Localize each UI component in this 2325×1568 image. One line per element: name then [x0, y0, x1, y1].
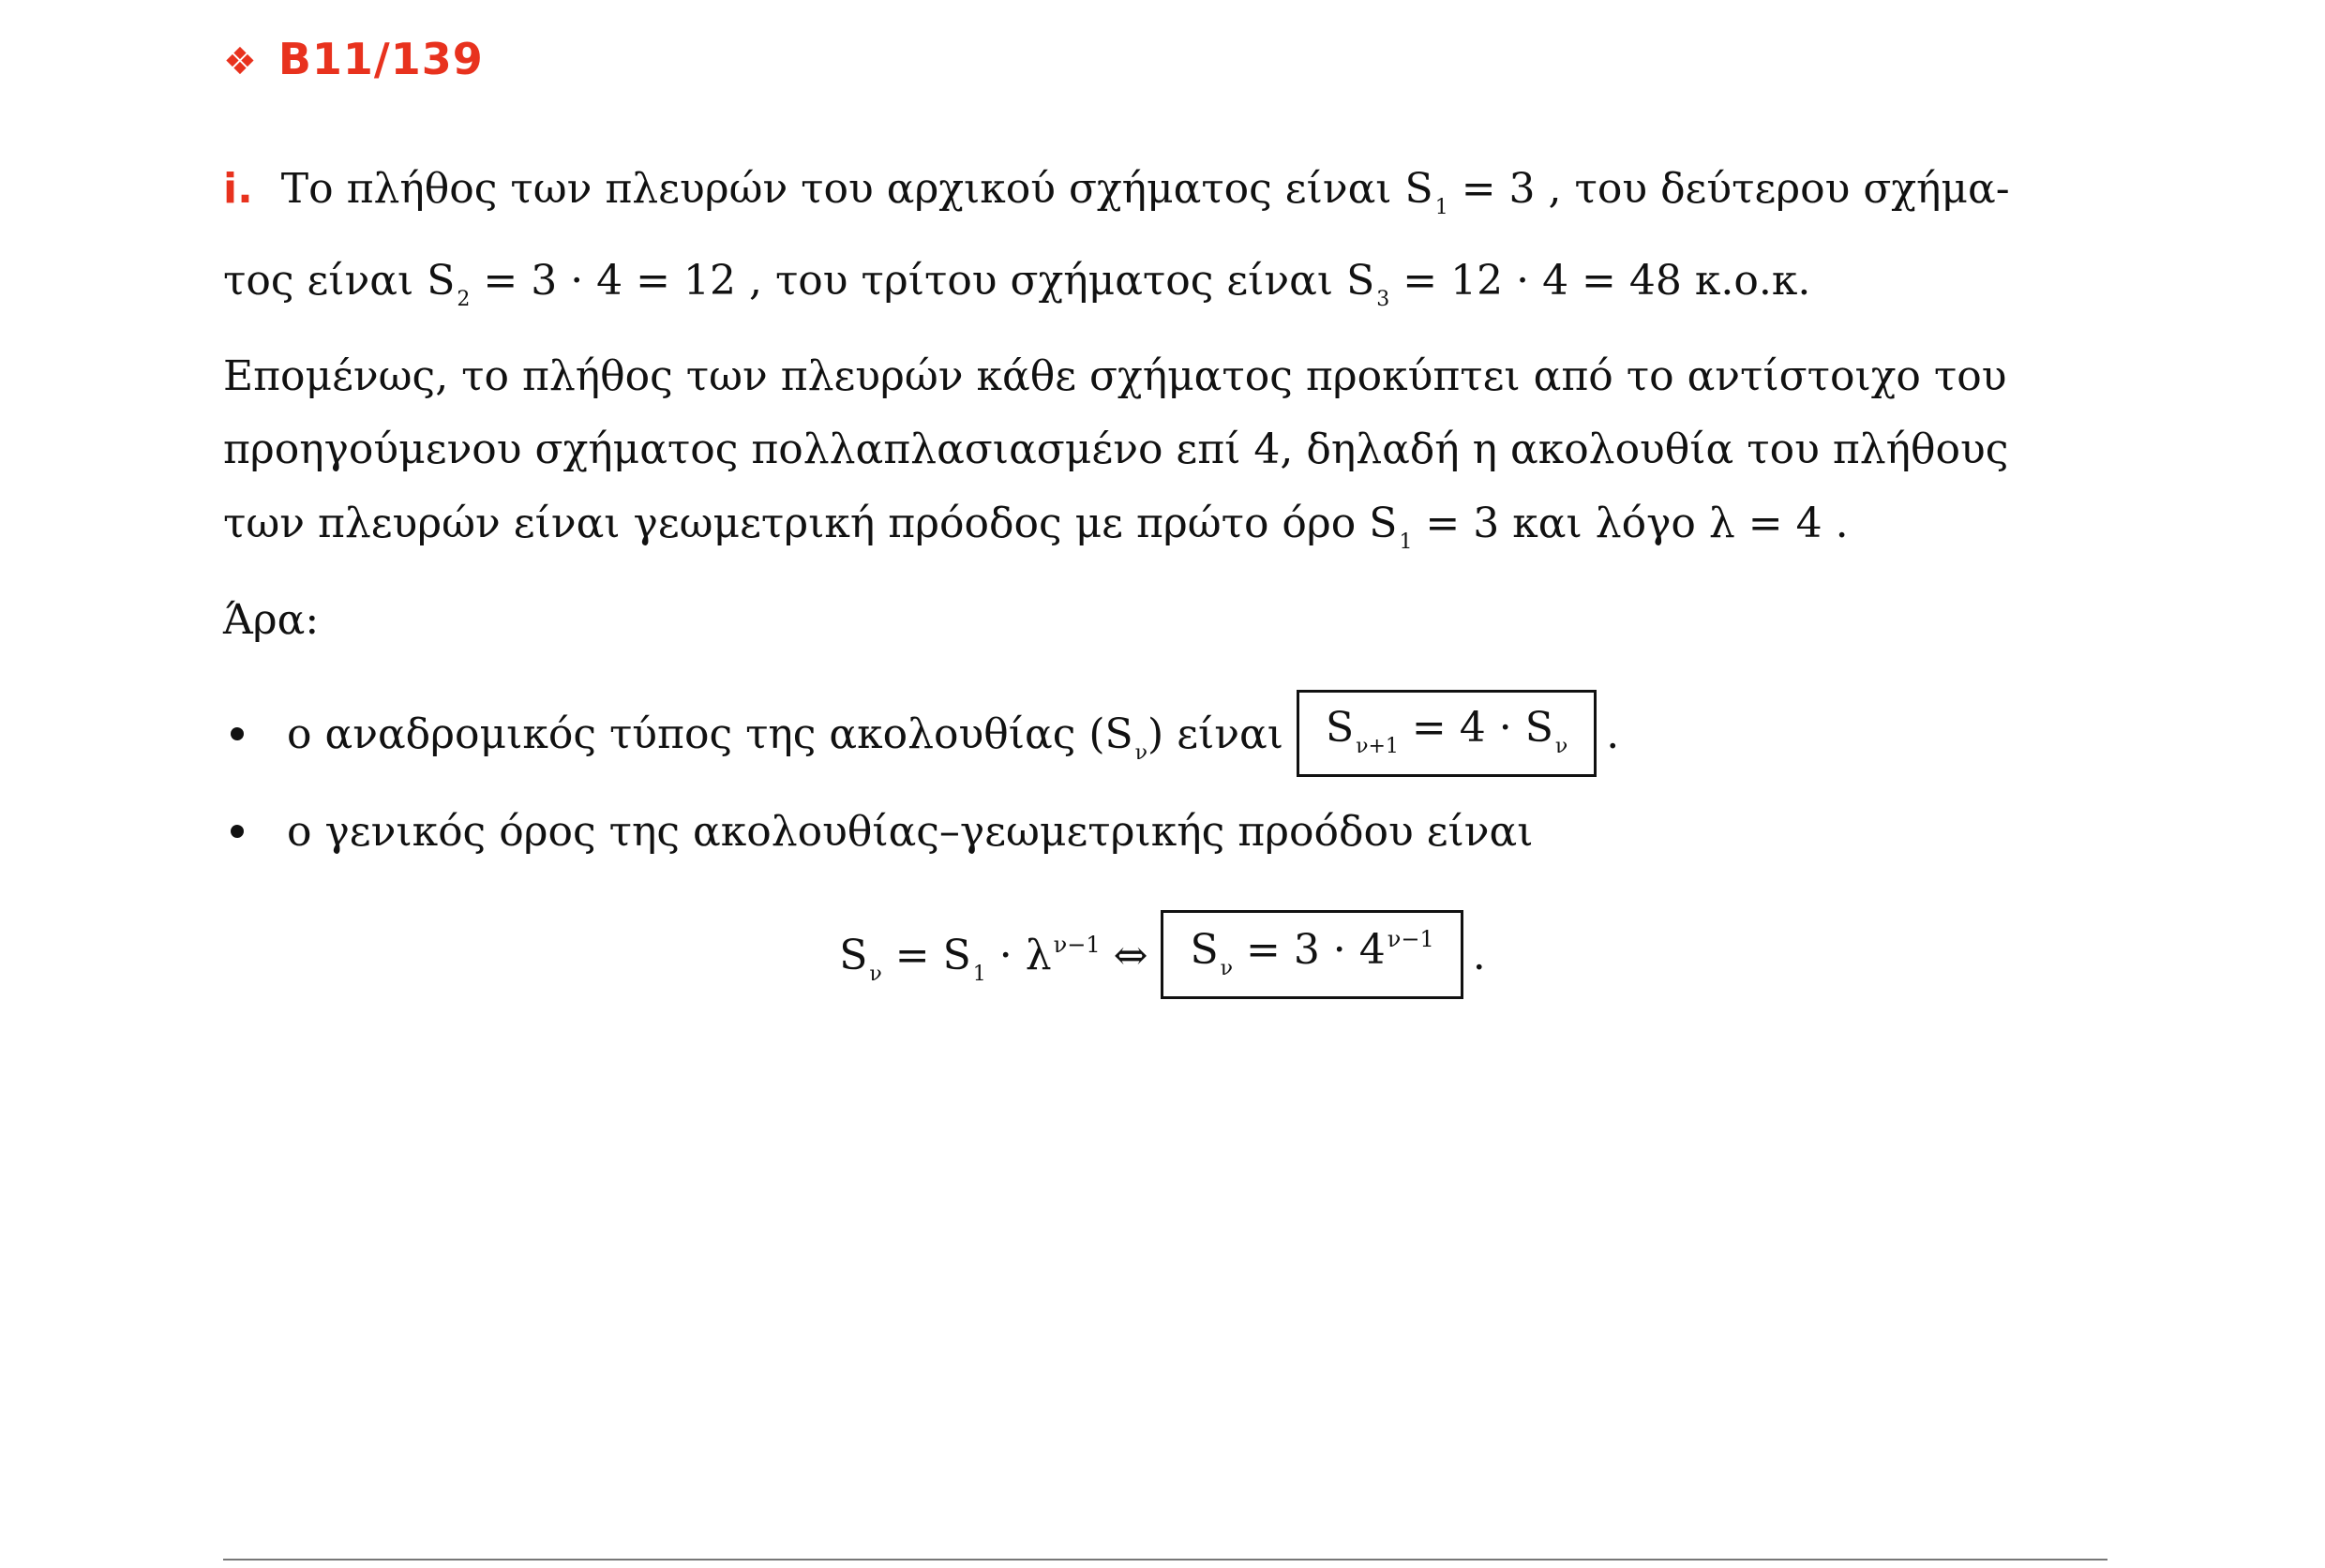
- part-i-line-2: [223, 257, 1811, 311]
- section-heading-label: B11/139: [278, 34, 484, 84]
- bullet-general-term: [223, 808, 1534, 856]
- general-term-formula: [0, 914, 2325, 1003]
- text-run: = 3 , του δεύτερου σχήμα-: [1448, 165, 2010, 213]
- text-run: =: [881, 932, 943, 979]
- text-run: ) είναι: [1148, 710, 1283, 758]
- math-symbol: S: [1346, 257, 1375, 305]
- math-subscript: ν: [1220, 957, 1233, 980]
- text-run: Το πλήθος των πλευρών του αρχικού σχήματος είναι: [280, 165, 1405, 213]
- text-run: = 12 · 4 = 48 κ.ο.κ.: [1389, 257, 1811, 305]
- bottom-rule: [223, 1559, 2108, 1561]
- math-symbol: S: [1325, 704, 1355, 752]
- math-subscript: 1: [972, 963, 986, 986]
- section-heading: [223, 34, 484, 84]
- paragraph-line-1: Επομένως, το πλήθος των πλευρών κάθε σχήματος προκύπτει από το αντίστοιχο του: [223, 352, 2007, 400]
- math-s1: [1404, 165, 1448, 219]
- math-symbol: S: [1190, 926, 1219, 974]
- math-subscript: 2: [457, 288, 471, 311]
- paragraph-line-2: προηγούμενου σχήματος πολλαπλασιασμένο επί 4, δηλαδή η ακολουθία του πλήθους: [223, 426, 2009, 473]
- ara-label: Άρα:: [223, 596, 320, 644]
- part-marker: i.: [223, 165, 253, 213]
- text-run: · λ: [985, 932, 1052, 979]
- text-run: = 3 και λόγο λ = 4 .: [1412, 500, 1849, 547]
- math-subscript: 1: [1434, 196, 1448, 219]
- boxed-general-term: [1161, 910, 1462, 999]
- math-s3: [1346, 257, 1390, 311]
- bullet-dot-icon: [231, 727, 244, 740]
- paragraph-line-3: [223, 500, 1849, 554]
- part-i-line-1: [223, 165, 2010, 219]
- math-subscript: 1: [1399, 530, 1413, 554]
- math-superscript: ν−1: [1387, 926, 1434, 952]
- math-symbol: S: [1369, 500, 1398, 547]
- math-symbol: S: [839, 932, 868, 979]
- bullet-dot-icon: [231, 825, 244, 838]
- math-subscript: ν: [1554, 735, 1568, 758]
- text-run: ο αναδρομικός τύπος της ακολουθίας (: [287, 710, 1105, 758]
- math-symbol: S: [942, 932, 971, 979]
- math-subscript: ν: [1134, 741, 1148, 765]
- text-run: ⇔: [1100, 932, 1148, 979]
- math-s1: [1369, 500, 1413, 554]
- math-s-nu: [1104, 710, 1148, 765]
- math-subscript: ν: [869, 963, 882, 986]
- math-s2: [427, 257, 471, 311]
- math-symbol: S: [1104, 710, 1133, 758]
- text-run: = 4 ·: [1398, 704, 1525, 752]
- bullet-recursive-formula: [223, 694, 1619, 781]
- math-symbol: S: [1404, 165, 1433, 213]
- text-run: των πλευρών είναι γεωμετρική πρόοδος με πρώτο όρο: [223, 500, 1370, 547]
- math-superscript: ν−1: [1053, 932, 1101, 958]
- diamond-bullet-icon: ❖: [223, 40, 258, 83]
- math-subscript: 3: [1376, 288, 1390, 311]
- boxed-recursive-formula: [1297, 690, 1597, 777]
- math-symbol: S: [427, 257, 456, 305]
- text-run: τος είναι: [223, 257, 428, 305]
- math-symbol: S: [1524, 704, 1553, 752]
- text-run: = 3 · 4 = 12 , του τρίτου σχήματος είναι: [470, 257, 1347, 305]
- math-subscript: ν+1: [1356, 735, 1399, 758]
- text-run: ο γενικός όρος της ακολουθίας–γεωμετρικής προόδου είναι: [287, 808, 1534, 856]
- text-run: .: [1472, 932, 1486, 979]
- text-run: = 3 · 4: [1232, 926, 1386, 974]
- text-run: .: [1606, 710, 1620, 758]
